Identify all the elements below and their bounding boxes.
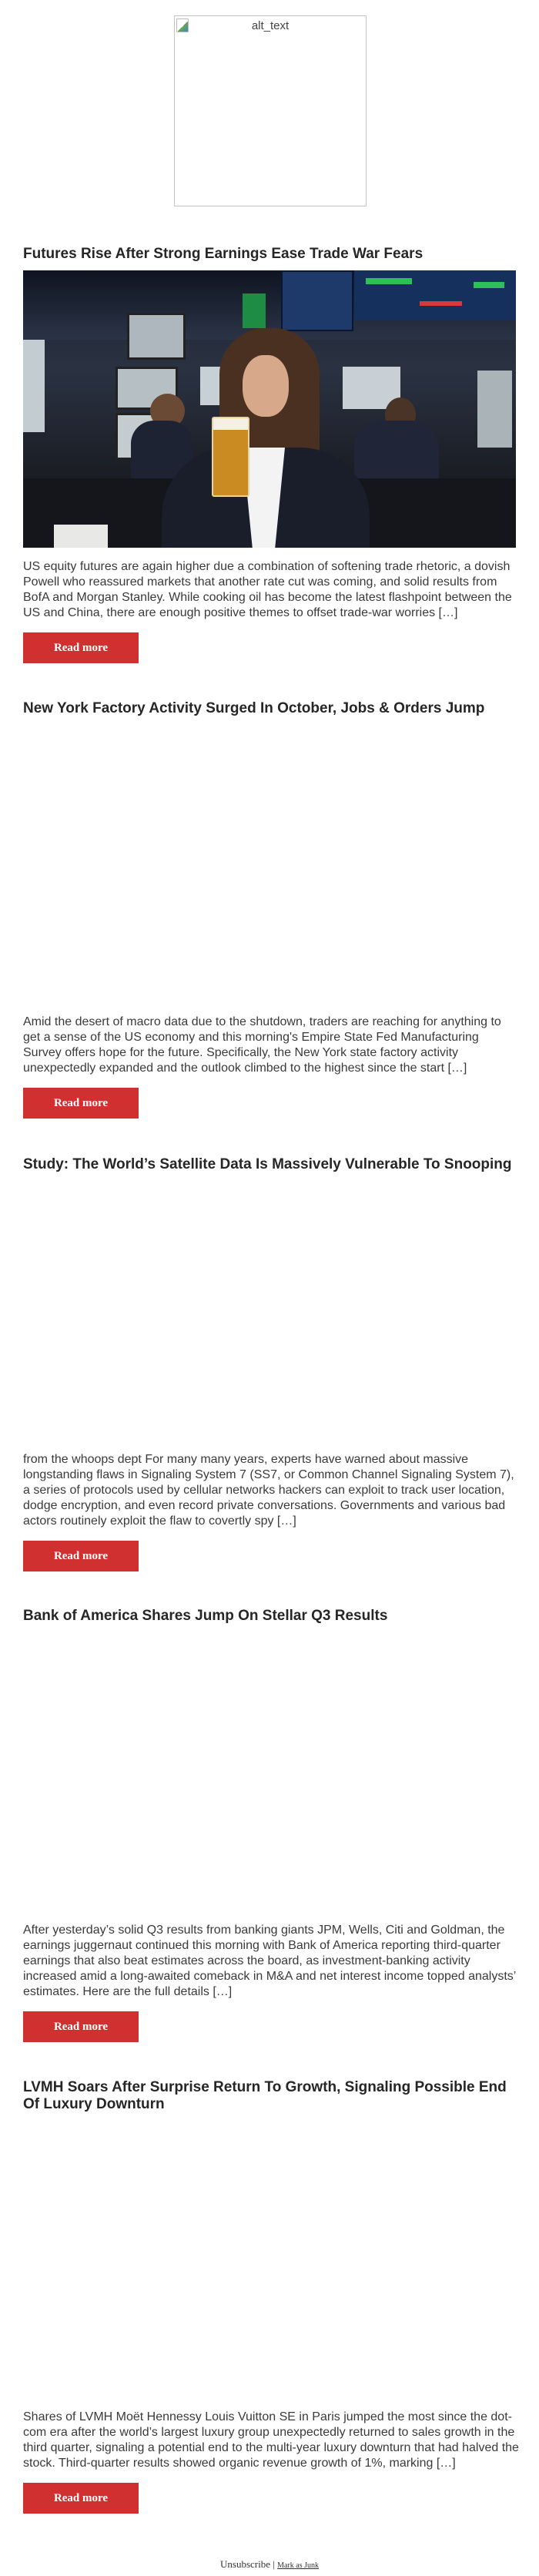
read-more-button[interactable]: Read more (23, 2011, 139, 2042)
read-more-button[interactable]: Read more (23, 1541, 139, 1571)
unsubscribe-link[interactable]: Unsubscribe (220, 2558, 270, 2570)
footer (0, 2558, 539, 2571)
article-image-blank (23, 1632, 516, 1911)
read-more-button[interactable]: Read more (23, 2483, 139, 2514)
article-excerpt: from the whoops dept For many many years, experts have warned about massive longstanding flaws in Signaling System 7 (SS7, or Common Channel Signaling System 7), a series of protocols used by cellular networks hackers can exploit to track user location, dodge encryption, and even record private conversations. Governments and various bad actors routinely exploit the flaw to covertly spy […] (23, 1453, 514, 1528)
logo-image-placeholder (174, 15, 367, 206)
article-excerpt: Amid the desert of macro data due to the shutdown, traders are reaching for anything to get a sense of the US economy and this morning's Empire State Fed Manufacturing Survey offers hope for the future. Specifically, the New York state factory activity unexpectedly expanded and the outlook climbed to the highest since the start […] (23, 1015, 501, 1075)
article-title[interactable]: New York Factory Activity Surged In October, Jobs & Orders Jump (23, 700, 485, 716)
mark-as-junk-link[interactable]: Mark as Junk (277, 2561, 319, 2570)
article-title[interactable]: Study: The World’s Satellite Data Is Massively Vulnerable To Snooping (23, 1156, 512, 1172)
article-title[interactable]: Futures Rise After Strong Earnings Ease Trade War Fears (23, 246, 424, 262)
article-image-blank (23, 2121, 516, 2398)
article-image-blank (23, 1181, 516, 1441)
article-photo[interactable] (23, 270, 516, 548)
read-more-button[interactable]: Read more (23, 1088, 139, 1119)
logo-alt-text: alt_text (251, 19, 290, 32)
article-excerpt: Shares of LVMH Moët Hennessy Louis Vuitton SE in Paris jumped the most since the dot-com era after the world’s largest luxury group unexpectedly returned to sales growth in the third quarter, signaling a potential end to the multi-year luxury downturn that had halved the stock. Third-quarter results showed organic revenue growth of 1%, marking […] (23, 2410, 519, 2470)
article-excerpt: US equity futures are again higher due a combination of softening trade rhetoric, a dovish Powell who reassured markets that another rate cut was coming, and solid results from BofA and Morgan Stanley. While cooking oil has become the latest flashpoint between the US and China, there are enough positive themes to offset trade-war worries […] (23, 560, 512, 619)
article-excerpt: After yesterday’s solid Q3 results from banking giants JPM, Wells, Citi and Goldman, the earnings juggernaut continued this morning with Bank of America reporting third-quarter earnings that also beat estimates across the board, as investment-banking activity increased amid a long-awaited comeback in M&A and net interest income topped analysts’ estimates. Here are the full details […] (23, 1924, 516, 1998)
article-image-blank (23, 725, 516, 1002)
article-title[interactable]: LVMH Soars After Surprise Return To Growth, Signaling Possible End Of Luxury Downturn (23, 2079, 507, 2112)
read-more-button[interactable]: Read more (23, 632, 139, 663)
footer-separator: | (273, 2558, 275, 2570)
article-title[interactable]: Bank of America Shares Jump On Stellar Q3 Results (23, 1608, 388, 1624)
